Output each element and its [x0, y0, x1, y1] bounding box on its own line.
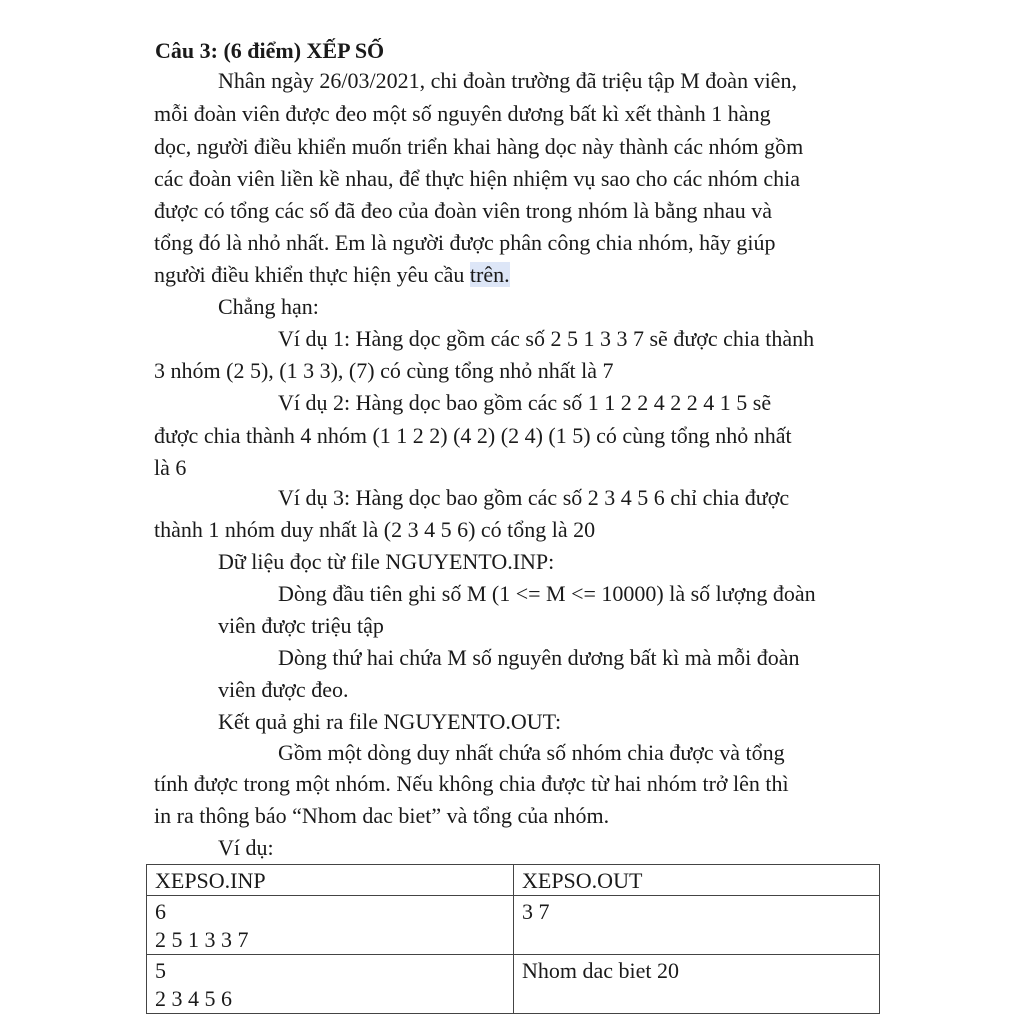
sample-io-table — [146, 864, 880, 1014]
example-3-line-1: Ví dụ 3: Hàng dọc bao gồm các số 2 3 4 5 6 chỉ chia được — [278, 485, 790, 510]
table-cell-output: Nhom dac biet 20 — [514, 955, 880, 1014]
input-desc-2-line-1: Dòng thứ hai chứa M số nguyên dương bất kì mà mỗi đoàn — [278, 645, 800, 670]
output-desc-line-1: Gồm một dòng duy nhất chứa số nhóm chia được và tổng — [278, 740, 785, 765]
for-example-label: Chẳng hạn: — [218, 294, 319, 319]
example-3-line-2: thành 1 nhóm duy nhất là (2 3 4 5 6) có tổng là 20 — [154, 517, 596, 542]
problem-title: Câu 3: (6 điểm) XẾP SỐ — [155, 38, 385, 63]
paragraph-text: người điều khiển thực hiện yêu cầu — [154, 262, 470, 287]
table-row — [147, 955, 880, 1014]
cell-line: 2 5 1 3 3 7 — [155, 927, 249, 952]
example-2-line-1: Ví dụ 2: Hàng dọc bao gồm các số 1 1 2 2 4 2 2 4 1 5 sẽ — [278, 390, 772, 415]
input-heading: Dữ liệu đọc từ file NGUYENTO.INP: — [218, 549, 555, 574]
input-desc-1-line-1: Dòng đầu tiên ghi số M (1 <= M <= 10000) là số lượng đoàn — [278, 581, 816, 606]
table-cell-input — [147, 955, 514, 1014]
output-desc-line-2: tính được trong một nhóm. Nếu không chia được từ hai nhóm trở lên thì — [154, 771, 789, 796]
example-1-line-1: Ví dụ 1: Hàng dọc gồm các số 2 5 1 3 3 7 sẽ được chia thành — [278, 326, 815, 351]
input-desc-1-line-2: viên được triệu tập — [218, 613, 384, 638]
paragraph-line: tổng đó là nhỏ nhất. Em là người được phân công chia nhóm, hãy giúp — [154, 230, 776, 255]
table-header-row — [147, 865, 880, 896]
table-cell-output: 3 7 — [514, 896, 880, 955]
output-heading: Kết quả ghi ra file NGUYENTO.OUT: — [218, 709, 562, 734]
paragraph-line: mỗi đoàn viên được đeo một số nguyên dương bất kì xết thành 1 hàng — [154, 101, 771, 126]
paragraph-line: dọc, người điều khiển muốn triển khai hàng dọc này thành các nhóm gồm — [154, 134, 804, 159]
table-row — [147, 896, 880, 955]
paragraph-line: Nhân ngày 26/03/2021, chi đoàn trường đã triệu tập M đoàn viên, — [218, 68, 797, 93]
example-1-line-2: 3 nhóm (2 5), (1 3 3), (7) có cùng tổng nhỏ nhất là 7 — [154, 358, 614, 383]
cell-line: 5 — [155, 958, 166, 983]
paragraph-line: các đoàn viên liền kề nhau, để thực hiện nhiệm vụ sao cho các nhóm chia — [154, 166, 801, 191]
output-desc-line-3: in ra thông báo “Nhom dac biet” và tổng của nhóm. — [154, 803, 610, 828]
table-cell-input — [147, 896, 514, 955]
table-header-cell: XEPSO.INP — [147, 865, 514, 896]
input-desc-2-line-2: viên được đeo. — [218, 677, 349, 702]
example-2-line-3: là 6 — [154, 455, 187, 480]
paragraph-line-last — [154, 260, 510, 290]
selected-text: trên. — [469, 262, 510, 287]
example-2-line-2: được chia thành 4 nhóm (1 1 2 2) (4 2) (2 4) (1 5) có cùng tổng nhỏ nhất — [154, 423, 792, 448]
cell-line: 6 — [155, 899, 166, 924]
paragraph-line: được có tổng các số đã đeo của đoàn viên trong nhóm là bằng nhau và — [154, 198, 772, 223]
cell-line: 2 3 4 5 6 — [155, 986, 232, 1011]
sample-label: Ví dụ: — [218, 835, 274, 860]
table-header-cell: XEPSO.OUT — [514, 865, 880, 896]
